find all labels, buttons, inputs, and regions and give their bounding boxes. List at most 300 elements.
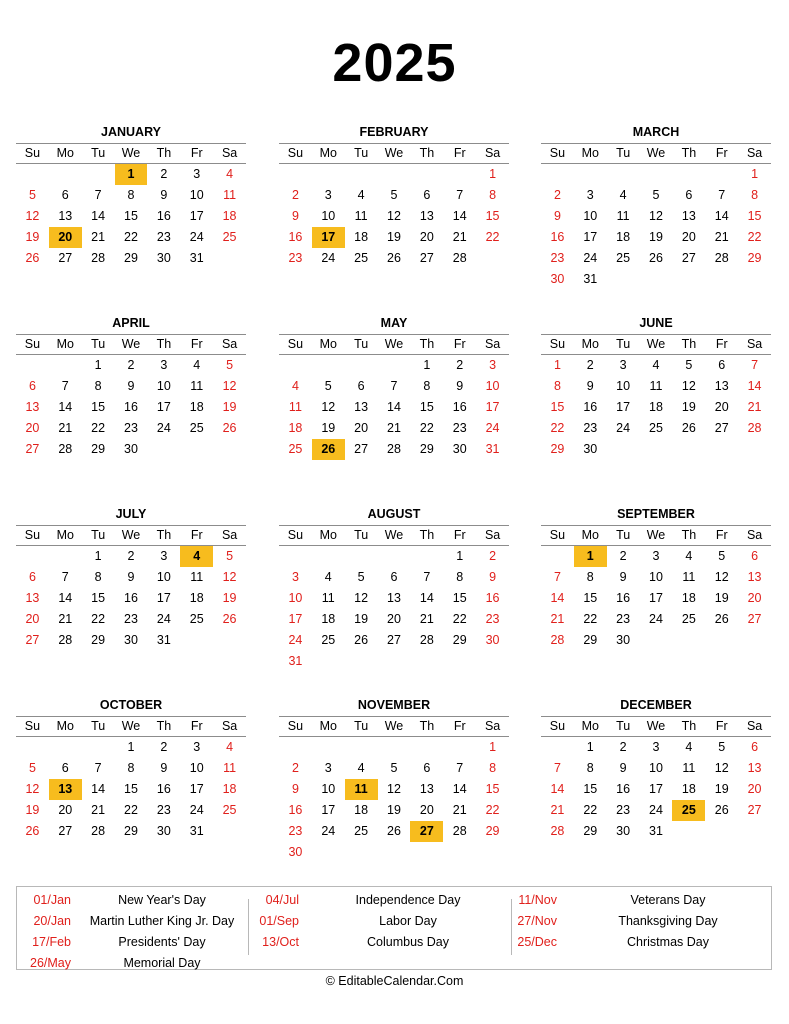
day-cell: 22 [91, 612, 106, 626]
weekday-label: Su [287, 719, 304, 733]
weekday-label: Tu [91, 719, 106, 733]
weekday-label: Su [287, 146, 304, 160]
day-cell: 30 [583, 442, 598, 456]
empty-cell [541, 737, 574, 758]
day-cell: 3 [324, 761, 332, 775]
day-cell: 4 [357, 761, 365, 775]
day-cell: 8 [94, 379, 102, 393]
day-cell: 26 [387, 824, 401, 838]
holiday-divider [511, 899, 512, 955]
weekday-label: We [384, 528, 404, 542]
day-cell: 23 [550, 251, 565, 265]
day-cell: 1 [586, 740, 594, 754]
day-cell: 14 [58, 591, 73, 605]
day-cell: 26 [649, 251, 663, 265]
empty-cell [312, 546, 345, 567]
holiday-row [17, 911, 245, 932]
day-cell: 19 [714, 591, 729, 605]
empty-cell [541, 546, 574, 567]
weekday-label: Th [156, 528, 172, 542]
day-cell: 26 [312, 439, 345, 460]
holiday-name: Columbus Day [367, 935, 449, 949]
day-cell: 18 [189, 400, 204, 414]
day-cell: 21 [419, 612, 434, 626]
weekday-label: Tu [616, 719, 631, 733]
day-cell: 14 [419, 591, 434, 605]
day-cell: 27 [714, 421, 729, 435]
day-cell: 30 [485, 633, 500, 647]
weekday-label: We [121, 337, 141, 351]
day-grid [541, 546, 771, 651]
day-cell: 30 [616, 633, 631, 647]
day-cell: 4 [226, 167, 234, 181]
day-cell: 11 [190, 379, 204, 393]
day-cell: 2 [553, 188, 561, 202]
day-cell: 22 [124, 230, 138, 244]
day-cell: 6 [28, 379, 36, 393]
weekday-label: Sa [484, 146, 501, 160]
day-cell: 18 [681, 591, 696, 605]
weekday-label: Fr [453, 719, 466, 733]
day-cell: 12 [649, 209, 663, 223]
day-cell: 22 [583, 612, 598, 626]
day-cell: 4 [226, 740, 234, 754]
day-cell: 28 [58, 633, 73, 647]
day-cell: 5 [390, 761, 398, 775]
weekday-label: Tu [616, 337, 631, 351]
weekday-label: We [646, 528, 666, 542]
day-cell: 5 [226, 358, 234, 372]
holiday-column-2 [251, 890, 509, 953]
day-cell: 29 [452, 633, 467, 647]
empty-cell [49, 164, 82, 185]
day-cell: 17 [189, 209, 204, 223]
weekday-label: Sa [221, 719, 238, 733]
day-cell: 19 [222, 400, 237, 414]
weekday-label: We [384, 146, 404, 160]
weekday-label: Tu [354, 528, 369, 542]
day-cell: 1 [751, 167, 759, 181]
day-cell: 16 [288, 803, 303, 817]
day-cell: 28 [452, 251, 467, 265]
empty-cell [49, 546, 82, 567]
day-cell: 7 [390, 379, 398, 393]
empty-cell [345, 355, 378, 376]
day-cell: 22 [583, 803, 598, 817]
month-name: SEPTEMBER [617, 507, 695, 521]
day-cell: 19 [354, 612, 369, 626]
month-october [16, 694, 246, 842]
day-grid [16, 355, 246, 460]
day-cell: 17 [485, 400, 500, 414]
weekday-header [279, 143, 509, 164]
holiday-column-1 [17, 890, 245, 974]
month-name: JUNE [639, 316, 673, 330]
day-cell: 23 [583, 421, 598, 435]
month-name: MAY [380, 316, 408, 330]
day-cell: 21 [747, 400, 762, 414]
day-cell: 27 [58, 824, 73, 838]
weekday-label: We [646, 146, 666, 160]
day-cell: 24 [288, 633, 303, 647]
day-cell: 26 [714, 803, 729, 817]
day-cell: 31 [288, 654, 303, 668]
day-cell: 14 [58, 400, 73, 414]
weekday-header [16, 716, 246, 737]
holiday-date: 25/Dec [517, 935, 557, 949]
day-grid [541, 164, 771, 290]
day-cell: 4 [652, 358, 660, 372]
day-cell: 15 [419, 400, 434, 414]
holiday-name: Christmas Day [627, 935, 709, 949]
empty-cell [574, 164, 607, 185]
day-cell: 11 [190, 570, 204, 584]
day-cell: 14 [91, 209, 106, 223]
weekday-label: Mo [581, 146, 599, 160]
day-cell: 15 [583, 591, 598, 605]
day-cell: 20 [25, 421, 40, 435]
day-cell: 1 [489, 740, 497, 754]
day-cell: 17 [288, 612, 303, 626]
day-cell: 19 [25, 230, 40, 244]
empty-cell [378, 546, 411, 567]
day-cell: 27 [25, 633, 40, 647]
empty-cell [312, 737, 345, 758]
weekday-label: We [384, 337, 404, 351]
day-cell: 20 [25, 612, 40, 626]
weekday-label: Sa [746, 146, 763, 160]
day-cell: 10 [156, 379, 171, 393]
day-cell: 28 [419, 633, 434, 647]
weekday-label: Fr [715, 719, 728, 733]
day-cell: 12 [714, 570, 729, 584]
day-cell: 4 [619, 188, 627, 202]
day-cell: 8 [127, 761, 135, 775]
holiday-name: Martin Luther King Jr. Day [89, 914, 235, 928]
day-cell: 25 [222, 230, 237, 244]
day-cell: 30 [156, 251, 171, 265]
day-cell: 29 [747, 251, 762, 265]
day-cell: 9 [553, 209, 561, 223]
day-cell: 22 [124, 803, 138, 817]
empty-cell [443, 164, 476, 185]
weekday-label: Th [681, 146, 697, 160]
day-cell: 13 [25, 591, 40, 605]
day-cell: 1 [115, 164, 148, 185]
day-cell: 21 [550, 612, 565, 626]
day-cell: 17 [156, 400, 171, 414]
day-cell: 11 [616, 209, 630, 223]
day-cell: 13 [419, 209, 434, 223]
day-cell: 26 [354, 633, 369, 647]
empty-cell [443, 737, 476, 758]
day-cell: 18 [354, 803, 369, 817]
day-cell: 19 [681, 400, 696, 414]
day-cell: 15 [747, 209, 762, 223]
holiday-list [16, 886, 772, 970]
weekday-label: Th [419, 528, 435, 542]
month-april [16, 312, 246, 460]
day-cell: 22 [452, 612, 467, 626]
holiday-divider [248, 899, 249, 955]
day-cell: 23 [452, 421, 467, 435]
empty-cell [16, 355, 49, 376]
day-cell: 12 [222, 379, 237, 393]
day-cell: 10 [649, 570, 663, 584]
day-cell: 17 [321, 803, 336, 817]
weekday-label: Su [287, 528, 304, 542]
day-cell: 8 [553, 379, 561, 393]
empty-cell [16, 737, 49, 758]
day-cell: 23 [485, 612, 500, 626]
day-cell: 14 [91, 782, 106, 796]
day-cell: 5 [390, 188, 398, 202]
day-cell: 5 [357, 570, 365, 584]
day-cell: 16 [452, 400, 467, 414]
day-cell: 15 [452, 591, 467, 605]
holiday-name: New Year's Day [118, 893, 206, 907]
day-cell: 2 [291, 188, 299, 202]
weekday-label: Th [156, 146, 172, 160]
day-cell: 11 [682, 570, 696, 584]
weekday-label: Fr [190, 719, 203, 733]
day-cell: 2 [291, 761, 299, 775]
day-cell: 5 [652, 188, 660, 202]
holiday-date: 20/Jan [33, 914, 71, 928]
day-cell: 26 [714, 612, 729, 626]
day-cell: 17 [649, 782, 663, 796]
day-cell: 13 [49, 779, 82, 800]
day-cell: 1 [553, 358, 561, 372]
day-cell: 24 [321, 251, 336, 265]
weekday-label: Tu [91, 337, 106, 351]
day-cell: 11 [649, 379, 663, 393]
day-cell: 27 [387, 633, 401, 647]
day-cell: 25 [681, 612, 696, 626]
month-march [541, 121, 771, 290]
empty-cell [640, 164, 673, 185]
empty-cell [410, 737, 443, 758]
day-cell: 15 [124, 209, 138, 223]
day-cell: 28 [91, 251, 106, 265]
day-cell: 9 [291, 782, 299, 796]
day-cell: 21 [714, 230, 729, 244]
day-cell: 19 [387, 230, 401, 244]
day-cell: 19 [387, 803, 401, 817]
day-cell: 8 [423, 379, 431, 393]
day-grid [541, 355, 771, 460]
day-cell: 29 [550, 442, 565, 456]
weekday-label: Fr [190, 337, 203, 351]
day-cell: 4 [324, 570, 332, 584]
day-cell: 23 [124, 421, 138, 435]
day-cell: 2 [619, 549, 627, 563]
empty-cell [82, 164, 115, 185]
month-name: NOVEMBER [357, 698, 431, 712]
year-title: 2025 [332, 33, 457, 93]
day-grid [279, 546, 509, 672]
weekday-label: Su [24, 337, 41, 351]
day-cell: 31 [649, 824, 663, 838]
day-cell: 19 [714, 782, 729, 796]
day-cell: 7 [553, 570, 561, 584]
day-cell: 9 [586, 379, 594, 393]
day-cell: 5 [324, 379, 332, 393]
weekday-header [279, 334, 509, 355]
day-cell: 10 [288, 591, 303, 605]
day-cell: 19 [321, 421, 336, 435]
day-cell: 15 [550, 400, 565, 414]
day-cell: 6 [61, 761, 69, 775]
day-cell: 9 [160, 761, 168, 775]
weekday-label: Fr [715, 146, 728, 160]
weekday-label: Th [681, 337, 697, 351]
day-cell: 29 [583, 824, 598, 838]
holiday-column-3 [515, 890, 771, 953]
day-cell: 13 [387, 591, 401, 605]
day-cell: 1 [94, 549, 102, 563]
holiday-date: 17/Feb [32, 935, 71, 949]
day-cell: 29 [91, 442, 106, 456]
weekday-header [541, 334, 771, 355]
day-cell: 17 [616, 400, 631, 414]
day-cell: 30 [288, 845, 303, 859]
empty-cell [410, 164, 443, 185]
weekday-label: Tu [91, 146, 106, 160]
weekday-label: Tu [354, 719, 369, 733]
empty-cell [345, 546, 378, 567]
day-cell: 21 [550, 803, 565, 817]
weekday-label: Su [24, 719, 41, 733]
day-cell: 29 [91, 633, 106, 647]
day-cell: 18 [649, 400, 663, 414]
month-november [279, 694, 509, 863]
day-cell: 24 [156, 421, 171, 435]
day-cell: 19 [649, 230, 663, 244]
holiday-name: Labor Day [379, 914, 437, 928]
day-cell: 30 [550, 272, 565, 286]
day-cell: 23 [156, 803, 171, 817]
day-cell: 24 [189, 230, 204, 244]
day-cell: 16 [156, 209, 171, 223]
empty-cell [378, 737, 411, 758]
day-cell: 16 [485, 591, 500, 605]
empty-cell [16, 546, 49, 567]
month-august [279, 503, 509, 672]
day-cell: 24 [649, 803, 663, 817]
empty-cell [279, 355, 312, 376]
weekday-label: Sa [746, 528, 763, 542]
day-cell: 20 [681, 230, 696, 244]
day-cell: 21 [452, 803, 467, 817]
empty-cell [279, 164, 312, 185]
day-cell: 27 [58, 251, 73, 265]
day-cell: 18 [681, 782, 696, 796]
day-cell: 9 [456, 379, 464, 393]
day-cell: 10 [189, 761, 204, 775]
day-cell: 4 [685, 740, 693, 754]
day-cell: 29 [419, 442, 434, 456]
day-cell: 17 [189, 782, 204, 796]
day-cell: 11 [223, 761, 237, 775]
day-cell: 6 [751, 549, 759, 563]
day-cell: 21 [58, 612, 73, 626]
day-cell: 19 [25, 803, 40, 817]
empty-cell [312, 164, 345, 185]
holiday-date: 01/Sep [259, 914, 299, 928]
weekday-label: Sa [746, 337, 763, 351]
day-cell: 26 [681, 421, 696, 435]
day-cell: 2 [127, 358, 135, 372]
empty-cell [410, 546, 443, 567]
weekday-label: Su [549, 146, 566, 160]
day-cell: 23 [156, 230, 171, 244]
day-cell: 7 [94, 188, 102, 202]
day-cell: 28 [550, 824, 565, 838]
day-cell: 28 [550, 633, 565, 647]
day-cell: 2 [456, 358, 464, 372]
day-cell: 8 [586, 570, 594, 584]
weekday-label: Mo [56, 146, 74, 160]
day-cell: 9 [160, 188, 168, 202]
day-cell: 24 [321, 824, 336, 838]
day-cell: 18 [288, 421, 303, 435]
day-cell: 30 [156, 824, 171, 838]
day-cell: 29 [583, 633, 598, 647]
day-cell: 19 [222, 591, 237, 605]
empty-cell [16, 164, 49, 185]
day-cell: 10 [583, 209, 598, 223]
weekday-label: Sa [221, 528, 238, 542]
day-cell: 4 [291, 379, 299, 393]
empty-cell [312, 355, 345, 376]
holiday-row [515, 932, 771, 953]
month-september [541, 503, 771, 651]
day-cell: 17 [583, 230, 598, 244]
day-cell: 1 [489, 167, 497, 181]
weekday-label: Tu [354, 146, 369, 160]
weekday-header [16, 334, 246, 355]
day-cell: 12 [387, 782, 401, 796]
month-july [16, 503, 246, 651]
day-cell: 1 [574, 546, 607, 567]
day-cell: 12 [387, 209, 401, 223]
weekday-label: Tu [616, 146, 631, 160]
holiday-row [515, 911, 771, 932]
day-cell: 12 [25, 782, 40, 796]
weekday-label: Tu [91, 528, 106, 542]
day-cell: 4 [180, 546, 213, 567]
day-cell: 9 [619, 570, 627, 584]
day-cell: 8 [489, 761, 497, 775]
day-cell: 3 [324, 188, 332, 202]
day-cell: 26 [222, 612, 237, 626]
day-cell: 7 [456, 761, 464, 775]
day-cell: 28 [452, 824, 467, 838]
day-cell: 9 [489, 570, 497, 584]
day-cell: 18 [321, 612, 336, 626]
day-cell: 4 [357, 188, 365, 202]
day-cell: 10 [156, 570, 171, 584]
day-cell: 16 [288, 230, 303, 244]
day-cell: 9 [127, 570, 135, 584]
day-cell: 30 [616, 824, 631, 838]
weekday-label: Su [549, 337, 566, 351]
day-cell: 6 [718, 358, 726, 372]
weekday-label: Th [681, 528, 697, 542]
day-cell: 11 [682, 761, 696, 775]
day-cell: 23 [288, 824, 303, 838]
